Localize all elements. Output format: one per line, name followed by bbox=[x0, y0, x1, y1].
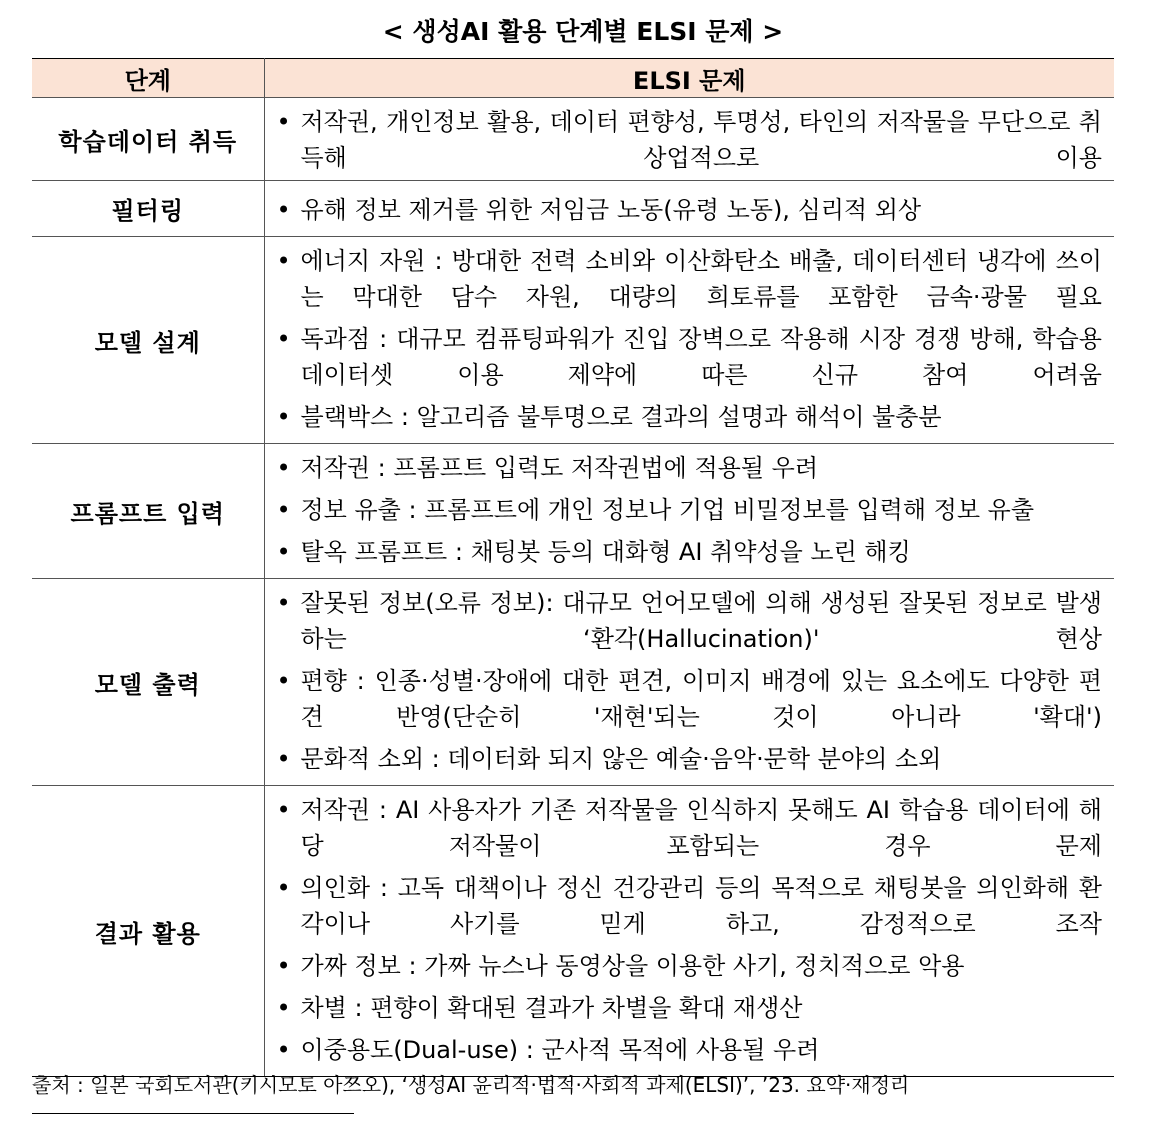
bullet-icon: • bbox=[276, 454, 291, 482]
issue-item bbox=[273, 741, 1103, 777]
issues-cell bbox=[264, 579, 1114, 786]
issue-list bbox=[273, 792, 1103, 1068]
table-row bbox=[32, 181, 1114, 237]
bullet-icon: • bbox=[276, 538, 291, 566]
issue-item bbox=[273, 792, 1103, 864]
bullet-icon: • bbox=[276, 403, 291, 431]
issue-text: 이중용도(Dual-use) : 군사적 목적에 사용될 우려 bbox=[300, 1036, 820, 1064]
issue-item bbox=[273, 192, 1103, 228]
issue-item bbox=[273, 585, 1103, 657]
stage-cell: 결과 활용 bbox=[32, 786, 264, 1077]
bullet-icon: • bbox=[276, 108, 291, 136]
issue-item bbox=[273, 534, 1103, 570]
issue-text: 저작권 : 프롬프트 입력도 저작권법에 적용될 우려 bbox=[300, 454, 819, 482]
issue-text: 유해 정보 제거를 위한 저임금 노동(유령 노동), 심리적 외상 bbox=[300, 195, 922, 224]
issue-text: 가짜 정보 : 가짜 뉴스나 동영상을 이용한 사기, 정치적으로 악용 bbox=[300, 952, 965, 980]
bullet-icon: • bbox=[276, 745, 291, 773]
bullet-icon: • bbox=[276, 1036, 291, 1064]
issue-item bbox=[273, 1032, 1103, 1068]
footnote-divider bbox=[32, 1113, 354, 1114]
bullet-icon: • bbox=[276, 874, 291, 902]
issues-cell bbox=[264, 181, 1114, 237]
table-row bbox=[32, 579, 1114, 786]
table-title: < 생성AI 활용 단계별 ELSI 문제 > bbox=[382, 17, 784, 46]
issue-item bbox=[273, 663, 1103, 735]
issue-text: 차별 : 편향이 확대된 결과가 차별을 확대 재생산 bbox=[300, 994, 803, 1022]
issue-list bbox=[273, 450, 1103, 570]
stage-cell: 필터링 bbox=[32, 181, 264, 237]
issue-text: 독과점 : 대규모 컴퓨팅파워가 진입 장벽으로 작용해 시장 경쟁 방해, 학습용 데이터셋 이용 제약에 따른 신규 참여 어려움 bbox=[300, 325, 1102, 389]
table-row bbox=[32, 444, 1114, 579]
issue-list bbox=[273, 192, 1103, 228]
bullet-icon: • bbox=[276, 247, 291, 275]
issue-item bbox=[273, 399, 1103, 435]
issue-text: 저작권, 개인정보 활용, 데이터 편향성, 투명성, 타인의 저작물을 무단으로 취득해 상업적으로 이용 bbox=[300, 108, 1102, 172]
bullet-icon: • bbox=[276, 796, 291, 824]
issue-item bbox=[273, 243, 1103, 315]
bullet-icon: • bbox=[276, 952, 291, 980]
issue-text: 탈옥 프롬프트 : 채팅봇 등의 대화형 AI 취약성을 노린 해킹 bbox=[300, 538, 911, 566]
bullet-icon: • bbox=[276, 994, 291, 1022]
issue-item bbox=[273, 990, 1103, 1026]
bullet-icon: • bbox=[276, 667, 291, 695]
issues-cell bbox=[264, 444, 1114, 579]
source-note: 출처 : 일본 국회도서관(키시모토 아쯔오), ‘생성AI 윤리적·법적·사회적 과제(ELSI)’, ’23. 요약·재정리 bbox=[32, 1073, 910, 1097]
bullet-icon: • bbox=[276, 589, 291, 617]
issue-item bbox=[273, 492, 1103, 528]
issue-text: 의인화 : 고독 대책이나 정신 건강관리 등의 목적으로 채팅봇을 의인화해 환각이나 사기를 믿게 하고, 감정적으로 조작 bbox=[300, 874, 1102, 938]
issue-text: 문화적 소외 : 데이터화 되지 않은 예술·음악·문학 분야의 소외 bbox=[300, 745, 942, 773]
issue-text: 블랙박스 : 알고리즘 불투명으로 결과의 설명과 해석이 불충분 bbox=[300, 403, 942, 431]
bullet-icon: • bbox=[276, 195, 291, 224]
elsi-table bbox=[32, 58, 1114, 1077]
table-header-row bbox=[32, 59, 1114, 98]
bullet-icon: • bbox=[276, 325, 291, 353]
table-row bbox=[32, 237, 1114, 444]
issues-cell bbox=[264, 98, 1114, 181]
bullet-icon: • bbox=[276, 496, 291, 524]
issue-item bbox=[273, 450, 1103, 486]
issues-cell bbox=[264, 786, 1114, 1077]
issue-item bbox=[273, 321, 1103, 393]
issue-text: 편향 : 인종·성별·장애에 대한 편견, 이미지 배경에 있는 요소에도 다양한 편견 반영(단순히 '재현'되는 것이 아니라 '확대') bbox=[300, 667, 1102, 731]
issue-text: 잘못된 정보(오류 정보): 대규모 언어모델에 의해 생성된 잘못된 정보로 발생하는 ‘환각(Hallucination)' 현상 bbox=[300, 589, 1102, 653]
issue-text: 에너지 자원 : 방대한 전력 소비와 이산화탄소 배출, 데이터센터 냉각에 쓰이는 막대한 담수 자원, 대량의 희토류를 포함한 금속·광물 필요 bbox=[300, 247, 1102, 311]
table-row bbox=[32, 786, 1114, 1077]
issue-list bbox=[273, 104, 1103, 176]
issue-item bbox=[273, 948, 1103, 984]
header-issues: ELSI 문제 bbox=[264, 59, 1114, 98]
stage-cell: 학습데이터 취득 bbox=[32, 98, 264, 181]
issue-list bbox=[273, 585, 1103, 777]
issue-item bbox=[273, 870, 1103, 942]
table-row bbox=[32, 98, 1114, 181]
header-stage: 단계 bbox=[32, 59, 264, 98]
stage-cell: 프롬프트 입력 bbox=[32, 444, 264, 579]
issue-item bbox=[273, 104, 1103, 176]
issue-text: 저작권 : AI 사용자가 기존 저작물을 인식하지 못해도 AI 학습용 데이터에 해당 저작물이 포함되는 경우 문제 bbox=[300, 796, 1102, 860]
stage-cell: 모델 출력 bbox=[32, 579, 264, 786]
issue-list bbox=[273, 243, 1103, 435]
stage-cell: 모델 설계 bbox=[32, 237, 264, 444]
issues-cell bbox=[264, 237, 1114, 444]
issue-text: 정보 유출 : 프롬프트에 개인 정보나 기업 비밀정보를 입력해 정보 유출 bbox=[300, 496, 1035, 524]
